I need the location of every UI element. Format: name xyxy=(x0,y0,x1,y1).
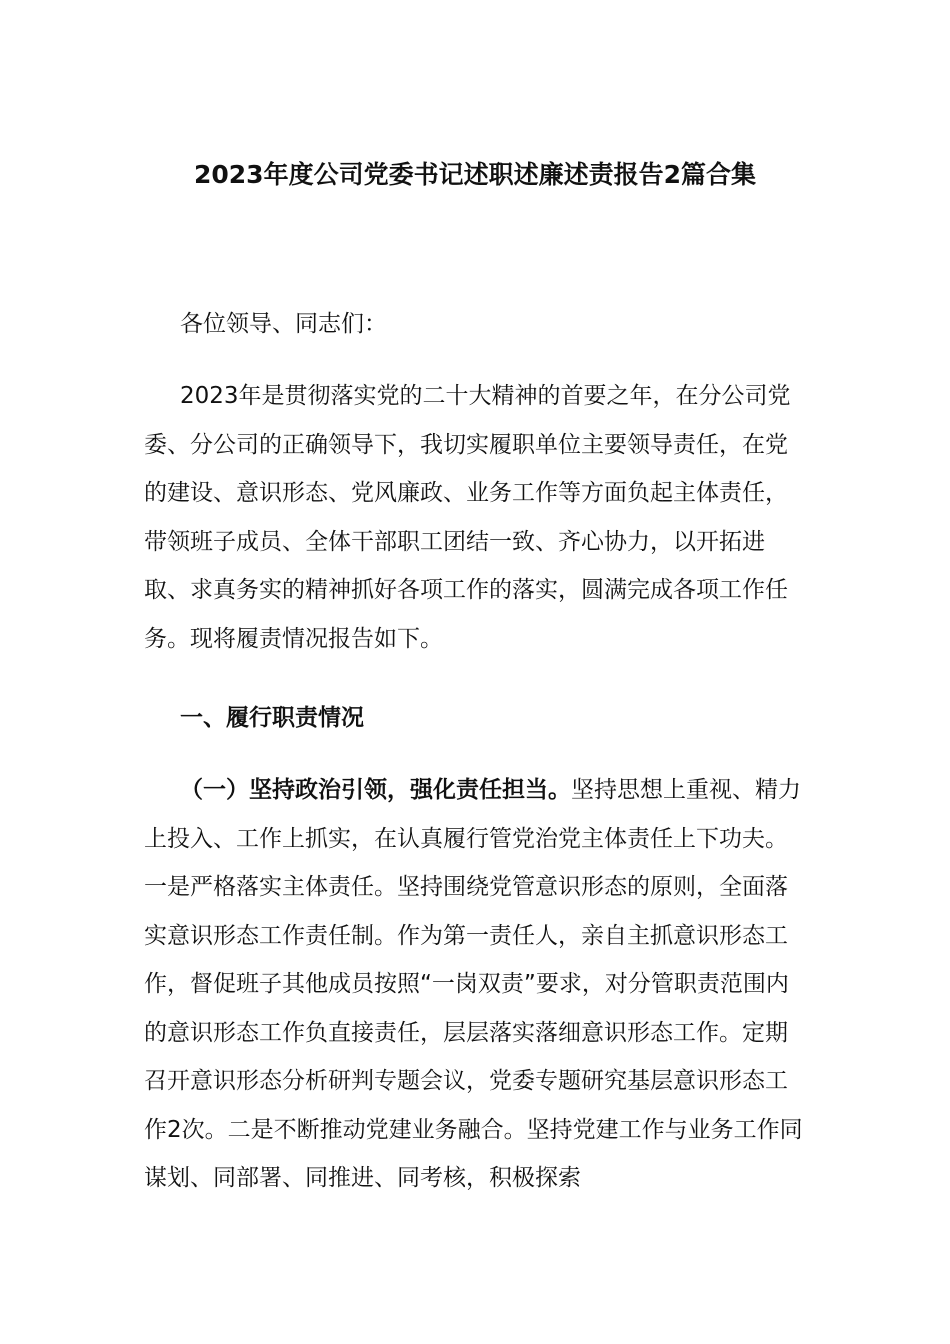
paragraph-intro: 2023年是贯彻落实党的二十大精神的首要之年，在分公司党委、分公司的正确领导下，我切实履职单位主要领导责任，在党的建设、意识形态、党风廉政、业务工作等方面负起主体责任，带领班子成员、全体干部职工团结一致、齐心协力，以开拓进取、求真务实的精神抓好各项工作的落实，圆满完成各项工作任务。现将履责情况报告如下。 xyxy=(144,383,791,652)
paragraph-subsection-1 xyxy=(144,766,809,1203)
salutation: 各位领导、同志们： xyxy=(180,311,387,337)
document-title: 2023年度公司党委书记述职述廉述责报告2篇合集 xyxy=(194,160,756,189)
subsection-lead: （一）坚持政治引领，强化责任担当。 xyxy=(180,777,571,803)
section-heading: 一、履行职责情况 xyxy=(180,705,364,731)
subsection-text: 坚持思想上重视、精力上投入、工作上抓实，在认真履行管党治党主体责任上下功夫。一是严格落实主体责任。坚持围绕党管意识形态的原则，全面落实意识形态工作责任制。作为第一责任人，亲自主抓意识形态工作，督促班子其他成员按照“一岗双责”要求，对分管职责范围内的意识形态工作负直接责任，层层落实落细意识形态工作。定期召开意识形态分析研判专题会议，党委专题研究基层意识形态工作2次。二是不断推动党建业务融合。坚持党建工作与业务工作同谋划、同部署、同推进、同考核，积极探索 xyxy=(144,777,803,1191)
